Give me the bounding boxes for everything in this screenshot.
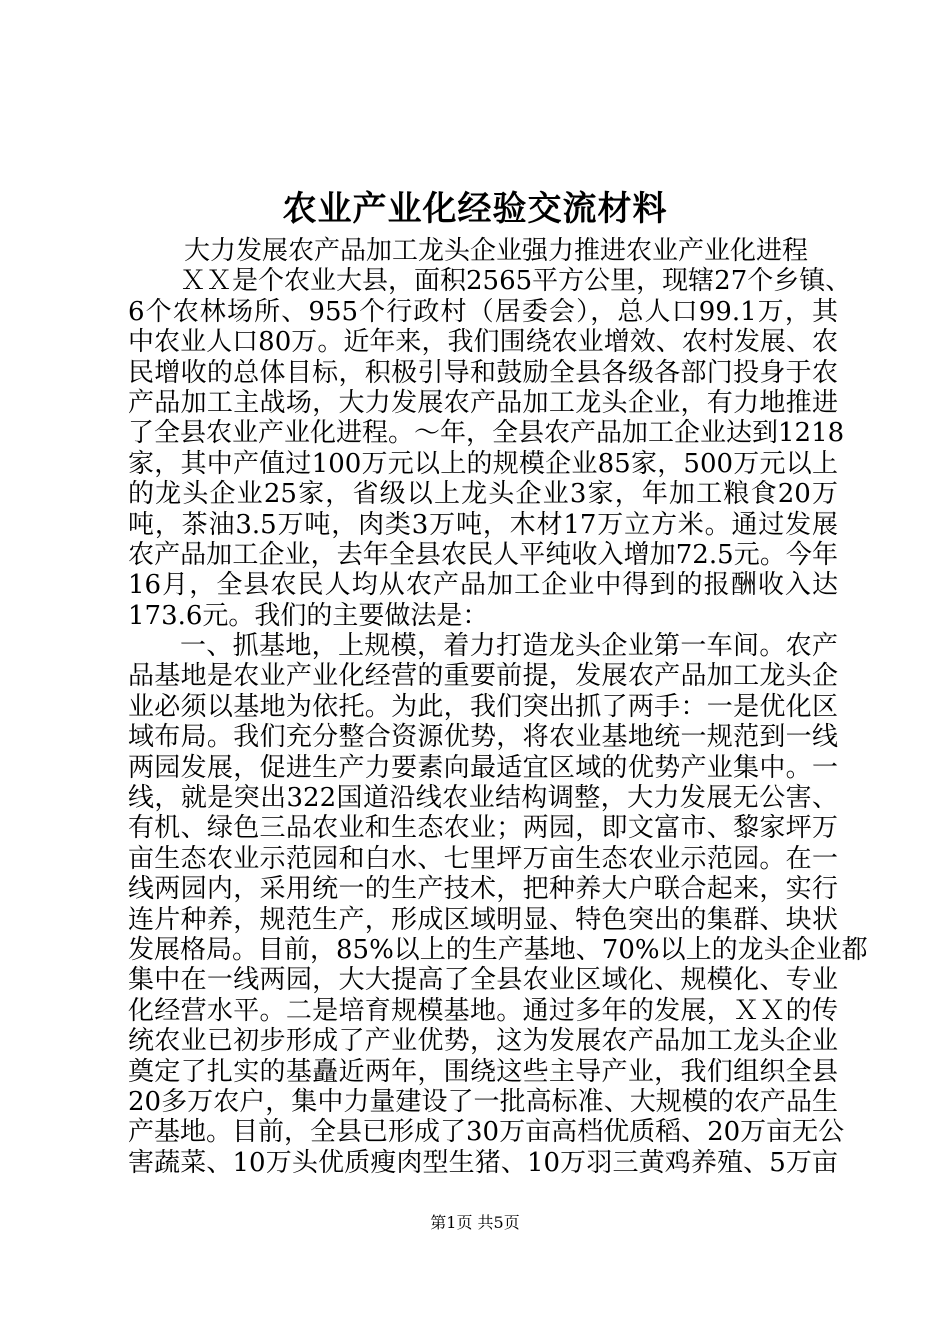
body-line: 化经营水平。二是培育规模基地。通过多年的发展，ＸＸ的传 — [128, 995, 838, 1026]
body-line: 的龙头企业25家，省级以上龙头企业3家，年加工粮食20万 — [128, 479, 838, 510]
body-line: 产品加工主战场，大力发展农产品加工龙头企业，有力地推进 — [128, 387, 838, 418]
body-line: 民增收的总体目标，积极引导和鼓励全县各级各部门投身于农 — [128, 357, 838, 388]
document-subtitle: 大力发展农产品加工龙头企业强力推进农业产业化进程 — [184, 236, 809, 266]
body-line: 集中在一线两园，大大提高了全县农业区域化、规模化、专业 — [128, 965, 838, 996]
body-line: 173.6元。我们的主要做法是： — [128, 600, 489, 631]
body-line: ＸＸ是个农业大县，面积2565平方公里，现辖27个乡镇、 — [180, 266, 852, 297]
body-line: 害蔬菜、10万头优质瘦肉型生猪、10万羽三黄鸡养殖、5万亩 — [128, 1147, 838, 1178]
body-line: 两园发展，促进生产力要素向最适宜区域的优势产业集中。一 — [128, 752, 838, 783]
body-line: 线，就是突出322国道沿线农业结构调整，大力发展无公害、 — [128, 783, 838, 814]
body-line: 域布局。我们充分整合资源优势，将农业基地统一规范到一线 — [128, 722, 838, 753]
body-line: 20多万农户，集中力量建设了一批高标准、大规模的农产品生 — [128, 1086, 838, 1117]
body-line: 发展格局。目前，85%以上的生产基地、70%以上的龙头企业都 — [128, 934, 868, 965]
body-line: 连片种养，规范生产，形成区域明显、特色突出的集群、块状 — [128, 904, 838, 935]
body-line: 16月，全县农民人均从农产品加工企业中得到的报酬收入达 — [128, 570, 838, 601]
page-number: 第1页 共5页 — [430, 1213, 520, 1232]
document-title: 农业产业化经验交流材料 — [282, 189, 668, 229]
body-line: 有机、绿色三品农业和生态农业；两园，即文富市、黎家坪万 — [128, 813, 838, 844]
body-line: 了全县农业产业化进程。～年，全县农产品加工企业达到1218 — [128, 418, 845, 449]
body-line: 亩生态农业示范园和白水、七里坪万亩生态农业示范园。在一 — [128, 843, 838, 874]
body-line: 吨，茶油3.5万吨，肉类3万吨，木材17万立方米。通过发展 — [128, 509, 838, 540]
body-line: 线两园内，采用统一的生产技术，把种养大户联合起来，实行 — [128, 874, 838, 905]
body-line: 一、抓基地，上规模，着力打造龙头企业第一车间。农产 — [180, 631, 838, 662]
body-line: 家，其中产值过100万元以上的规模企业85家，500万元以上 — [128, 448, 838, 479]
body-line: 中农业人口80万。近年来，我们围绕农业增效、农村发展、农 — [128, 327, 838, 358]
body-line: 业必须以基地为依托。为此，我们突出抓了两手：一是优化区 — [128, 691, 838, 722]
body-line: 奠定了扎实的基矗近两年，围绕这些主导产业，我们组织全县 — [128, 1056, 838, 1087]
body-line: 统农业已初步形成了产业优势，这为发展农产品加工龙头企业 — [128, 1026, 838, 1057]
body-line: 产基地。目前，全县已形成了30万亩高档优质稻、20万亩无公 — [128, 1117, 845, 1148]
body-line: 6个农林场所、955个行政村（居委会），总人口99.1万，其 — [128, 296, 838, 327]
body-line: 农产品加工企业，去年全县农民人平纯收入增加72.5元。今年 — [128, 539, 838, 570]
document-body — [128, 236, 868, 1178]
body-line: 品基地是农业产业化经营的重要前提，发展农产品加工龙头企 — [128, 661, 838, 692]
